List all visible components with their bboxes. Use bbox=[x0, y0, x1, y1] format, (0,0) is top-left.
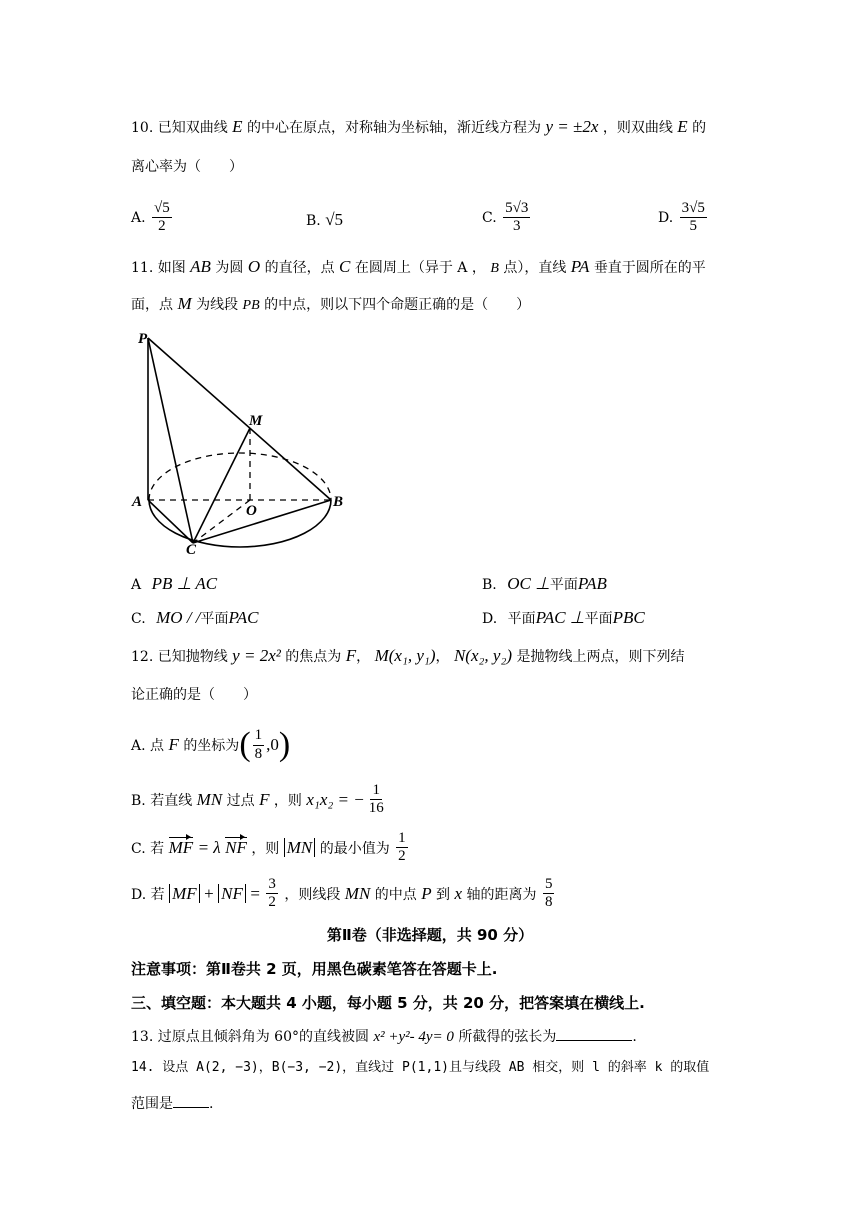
q13-answer-blank[interactable] bbox=[556, 1040, 632, 1041]
option-math: + bbox=[204, 883, 214, 903]
numerator: 1 bbox=[253, 727, 265, 745]
denominator: 2 bbox=[158, 218, 166, 235]
q14-text: 14. 设点 A(2, −3)，B(−3, −2)，直线过 P(1,1)且与线段 AB 相交，则 l 的斜率 k 的取值 bbox=[131, 1060, 710, 1075]
option-math: MO / / bbox=[156, 608, 201, 627]
q12-F: F bbox=[168, 735, 179, 754]
option-text: B. 若直线 bbox=[131, 792, 193, 809]
q14-text: 范围是 bbox=[131, 1096, 173, 1112]
option-text: 的最小值为 bbox=[319, 840, 390, 857]
q13-text: 所截得的弦长为 bbox=[458, 1029, 557, 1045]
q12-option-d bbox=[131, 876, 556, 912]
option-math: x₁x₂ = − bbox=[306, 789, 365, 809]
q11-PA: PA bbox=[570, 257, 590, 276]
q11-C: C bbox=[339, 257, 351, 276]
q10-option-d bbox=[658, 200, 709, 236]
q11-O: O bbox=[247, 257, 261, 276]
q12-line2 bbox=[131, 688, 257, 702]
option-text: D. 若 bbox=[131, 886, 165, 903]
q12-x: x bbox=[454, 883, 463, 903]
q12-text: 是抛物线上两点，则下列结 bbox=[516, 649, 685, 665]
q11-text: 垂直于圆所在的平 bbox=[593, 260, 706, 276]
q11-text: 面，点 bbox=[131, 297, 173, 313]
q11-option-d bbox=[482, 608, 645, 628]
q13-line bbox=[131, 1030, 637, 1045]
q10-option-b bbox=[306, 210, 343, 230]
q13-circle: x² +y²- 4y= 0 bbox=[373, 1029, 454, 1045]
denominator: 5 bbox=[689, 218, 697, 235]
fraction bbox=[503, 200, 530, 236]
q12-option-b bbox=[131, 782, 388, 818]
option-text: 平面 bbox=[200, 611, 229, 627]
option-text: A. 点 bbox=[131, 738, 165, 754]
abs-MF: MF bbox=[169, 884, 200, 903]
option-label: A bbox=[131, 577, 142, 593]
q10-line2 bbox=[131, 160, 243, 174]
option-text: 平面 bbox=[584, 611, 613, 627]
q10-line1 bbox=[131, 118, 706, 135]
q12-parabola: y = 2x² bbox=[232, 646, 281, 665]
option-text: ，则 bbox=[273, 792, 302, 809]
q12-MN: MN bbox=[344, 883, 371, 903]
option-label: A. bbox=[131, 209, 146, 226]
label-B: B bbox=[333, 494, 344, 510]
option-math: PB ⊥ AC bbox=[151, 574, 218, 593]
q14-line2 bbox=[131, 1097, 213, 1111]
abs-NF: NF bbox=[218, 884, 246, 903]
option-label: D. bbox=[658, 209, 674, 226]
option-math: PAC ⊥ bbox=[535, 608, 585, 627]
q13-text: 13. 过原点且倾斜角为 60°的直线被圆 bbox=[131, 1029, 369, 1045]
fraction bbox=[266, 876, 278, 912]
denominator: 3 bbox=[512, 218, 521, 235]
q11-text: 11. 如图 bbox=[131, 260, 186, 276]
numerator: 3√5 bbox=[680, 200, 707, 218]
section-title: 第Ⅱ卷（非选择题，共 90 分） bbox=[326, 926, 534, 944]
vector-NF: NF bbox=[225, 837, 247, 857]
q12-option-c bbox=[131, 830, 410, 866]
q12-N: N(x₂, y₂) bbox=[453, 646, 513, 665]
q10-text: 的 bbox=[692, 120, 707, 136]
q10-text: 10. 已知双曲线 bbox=[131, 120, 228, 136]
q14-line1 bbox=[131, 1060, 709, 1074]
label-A: A bbox=[132, 494, 143, 510]
option-value: √5 bbox=[325, 210, 344, 229]
section-note: 注意事项：第Ⅱ卷共 2 页，用黑色碳素笔答在答题卡上. bbox=[131, 960, 498, 978]
denominator: 8 bbox=[254, 745, 263, 762]
fraction bbox=[152, 200, 172, 236]
q11-text: 为线段 bbox=[196, 297, 239, 313]
denominator: 2 bbox=[398, 848, 406, 865]
option-math: = bbox=[250, 883, 260, 903]
q12-MN: MN bbox=[196, 789, 223, 809]
q14-text: . bbox=[209, 1096, 214, 1112]
q10-option-c bbox=[482, 200, 532, 236]
option-label: C. bbox=[131, 611, 146, 627]
q11-AB: AB bbox=[190, 257, 211, 276]
option-label: C. bbox=[482, 209, 497, 226]
q10-E: E bbox=[677, 117, 688, 136]
q11-text: 为圆 bbox=[215, 260, 244, 276]
option-math: OC ⊥ bbox=[507, 574, 550, 593]
q11-line1 bbox=[131, 258, 706, 276]
option-math: PBC bbox=[612, 608, 645, 627]
q11-text: 在圆周上（异于 A ， bbox=[354, 260, 486, 276]
numerator: 1 bbox=[370, 782, 382, 800]
q11-option-a bbox=[131, 574, 217, 594]
fraction bbox=[680, 200, 707, 236]
option-text: ，则线段 bbox=[284, 886, 341, 903]
denominator: 16 bbox=[368, 800, 384, 817]
vector-MF: MF bbox=[168, 837, 194, 857]
denominator: 2 bbox=[268, 894, 276, 911]
numerator: 5√3 bbox=[503, 200, 530, 218]
section-part3: 三、填空题：本大题共 4 小题，每小题 5 分，共 20 分，把答案填在横线上. bbox=[131, 994, 645, 1012]
option-math: = λ bbox=[197, 837, 221, 857]
q10-text: ，则双曲线 bbox=[602, 120, 673, 136]
fraction bbox=[396, 830, 408, 866]
option-label: D. bbox=[482, 611, 498, 627]
fraction bbox=[253, 727, 265, 763]
abs-MN: MN bbox=[284, 838, 316, 857]
option-label: B. bbox=[482, 577, 497, 593]
q11-text: 的中点，则以下四个命题正确的是（ ） bbox=[264, 297, 531, 313]
q12-text: 12. 已知抛物线 bbox=[131, 649, 228, 665]
q11-text: 的直径，点 bbox=[264, 260, 335, 276]
q10-asymptote: y = ±2x bbox=[545, 117, 599, 136]
label-C: C bbox=[186, 542, 197, 558]
left-paren: ( bbox=[239, 726, 251, 763]
numerator: √5 bbox=[152, 200, 172, 218]
q12-line1: 12. 已知抛物线 y = 2x² 的焦点为 F， M(x₁, y₁)， N(x₂, y₂) 是抛物线上两点，则下列结 bbox=[131, 646, 685, 665]
numerator: 1 bbox=[396, 830, 408, 848]
option-text: 的坐标为 bbox=[183, 738, 240, 754]
option-text: ，则 bbox=[251, 840, 280, 857]
q12-option-a bbox=[131, 726, 290, 764]
q10-option-a bbox=[131, 200, 174, 236]
option-text: 轴的距离为 bbox=[466, 886, 537, 903]
q10-E: E bbox=[232, 117, 243, 136]
q11-PB: PB bbox=[242, 298, 260, 313]
q10-text: 离心率为（ ） bbox=[131, 159, 243, 175]
q11-line2 bbox=[131, 295, 530, 313]
option-text: C. 若 bbox=[131, 840, 165, 857]
numerator: 5 bbox=[543, 876, 555, 894]
q13-text: . bbox=[632, 1029, 637, 1045]
q12-F: F bbox=[345, 646, 357, 665]
q12-text: 论正确的是（ ） bbox=[131, 687, 257, 703]
label-O: O bbox=[246, 503, 257, 519]
q11-B: B bbox=[490, 261, 499, 276]
option-text: 平面 bbox=[549, 577, 578, 593]
right-paren: ) bbox=[278, 726, 291, 763]
option-text: 的中点 bbox=[374, 886, 417, 903]
option-text: 到 bbox=[436, 886, 451, 903]
denominator: 8 bbox=[544, 894, 553, 911]
label-M: M bbox=[249, 413, 263, 429]
option-text: 平面 bbox=[507, 611, 536, 627]
q11-geometry-figure bbox=[128, 328, 348, 558]
q12-P: P bbox=[421, 883, 432, 903]
option-math: PAC bbox=[228, 608, 259, 627]
fraction bbox=[543, 876, 555, 912]
q11-option-c bbox=[131, 608, 258, 628]
fraction bbox=[367, 782, 386, 818]
numerator: 3 bbox=[266, 876, 278, 894]
q11-text: 点），直线 bbox=[503, 260, 567, 276]
q10-text: 的中心在原点，对称轴为坐标轴，渐近线方程为 bbox=[247, 120, 542, 136]
q12-F: F bbox=[259, 789, 270, 809]
label-P: P bbox=[138, 331, 148, 347]
option-label: B. bbox=[306, 213, 321, 229]
q11-M: M bbox=[177, 294, 192, 313]
q14-answer-blank[interactable] bbox=[173, 1107, 209, 1108]
option-math: PAB bbox=[577, 574, 607, 593]
option-text: 过点 bbox=[226, 792, 255, 809]
q11-option-b bbox=[482, 574, 607, 594]
option-math: ,0 bbox=[266, 735, 279, 754]
q12-text: 的焦点为 bbox=[285, 649, 342, 665]
q12-M: M(x₁, y₁) bbox=[374, 646, 436, 665]
